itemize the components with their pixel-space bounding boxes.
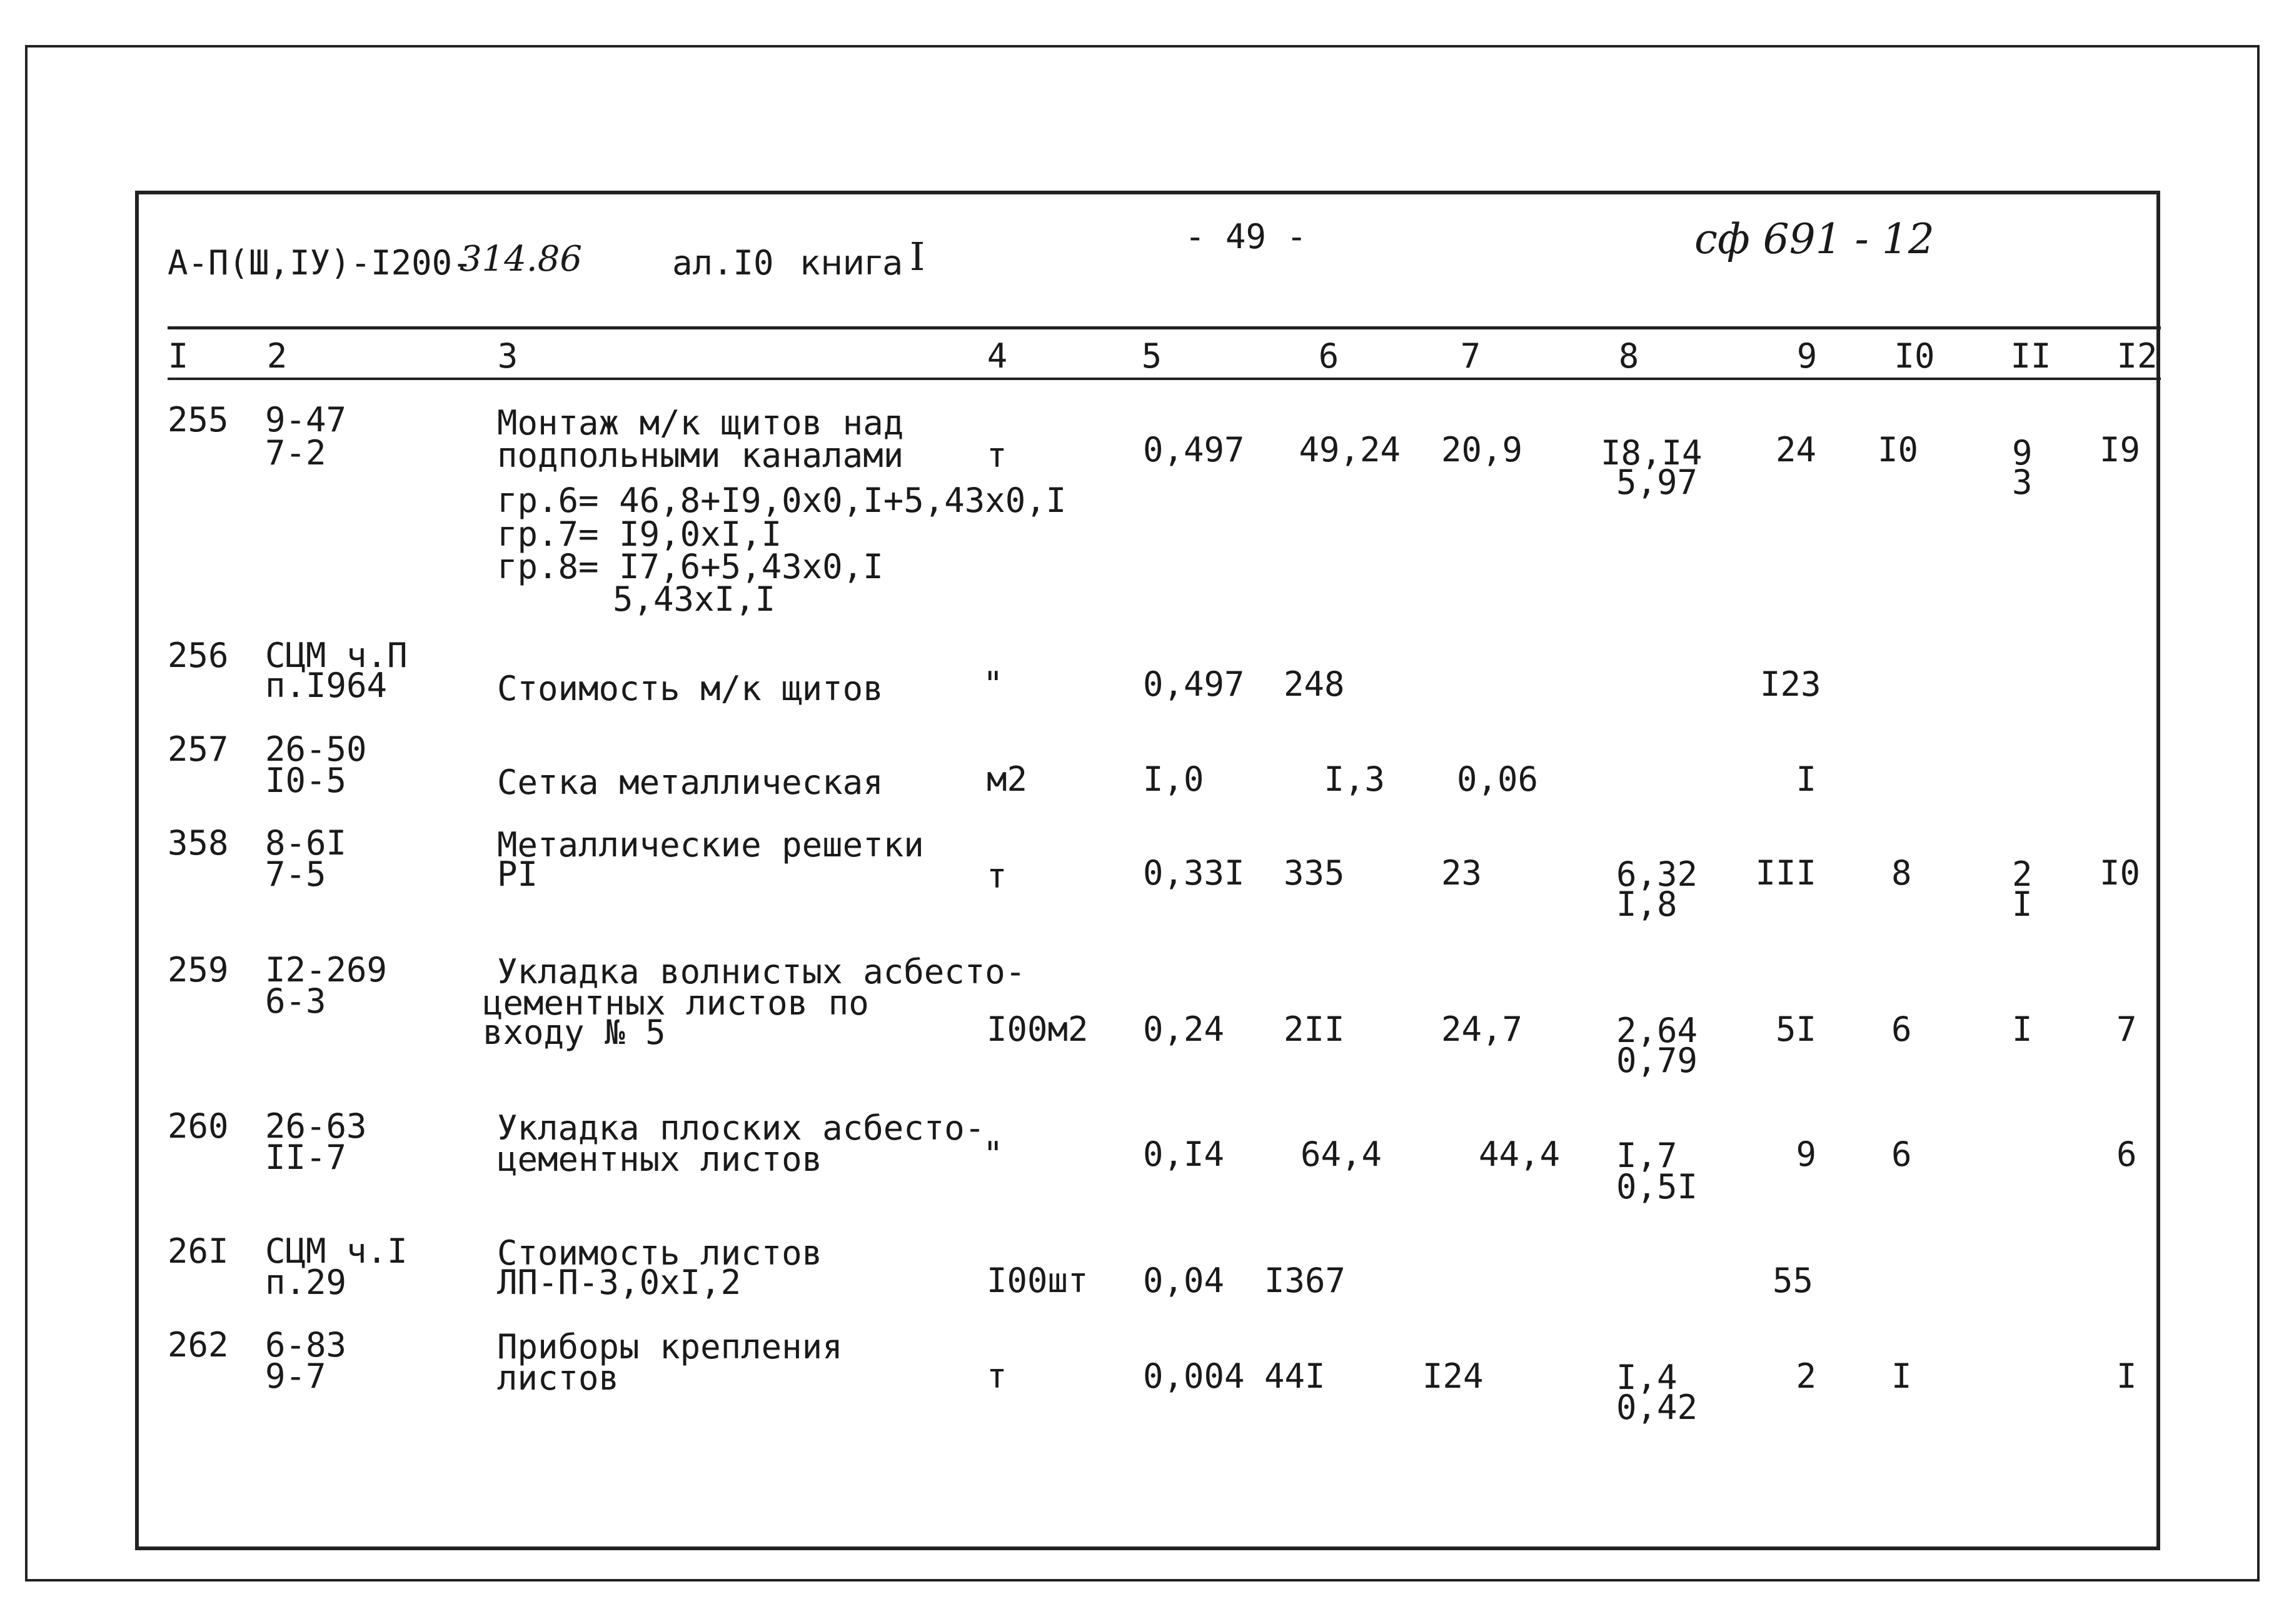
col8-value: 0,79 [1616, 1041, 1698, 1080]
norm-code: 9-7 [265, 1356, 326, 1396]
row-number: 256 [168, 636, 229, 675]
unit: м2 [987, 759, 1028, 799]
col7-value: 44,4 [1479, 1135, 1561, 1174]
col8-value: 6,32 [1616, 855, 1698, 894]
col8-value: I,4 [1616, 1358, 1678, 1397]
col5-value: I,0 [1143, 759, 1204, 799]
col9-value: 2 [1796, 1356, 1816, 1396]
formula-line: гр.8= I7,6+5,43x0,I [497, 547, 883, 586]
row-number: 259 [168, 950, 229, 990]
document-code: А-П(Ш,IУ)-I200- [168, 243, 473, 283]
work-name: Стоимость листов [497, 1233, 823, 1273]
col5-value: 0,004 [1143, 1356, 1245, 1396]
col8-value: 0,5I [1616, 1167, 1698, 1206]
col-header-3: 3 [497, 336, 518, 376]
work-name: цементных листов [497, 1140, 823, 1179]
work-name: входу № 5 [483, 1013, 666, 1052]
col5-value: 0,33I [1143, 853, 1245, 893]
col11-value: 2 [2012, 855, 2033, 894]
col-header-8: 8 [1618, 336, 1639, 376]
book-number: I [910, 234, 925, 279]
col12-value: I9 [2100, 430, 2141, 469]
col-header-11: II [2010, 336, 2051, 376]
norm-code: СЦМ ч.П [265, 636, 408, 675]
col-header-5: 5 [1141, 336, 1162, 376]
col-header-6: 6 [1318, 336, 1339, 376]
col11-value: I [2012, 1010, 2033, 1049]
norm-code: 26-63 [265, 1106, 367, 1146]
norm-code: 6-83 [265, 1325, 347, 1365]
page-number: - 49 - [1185, 217, 1307, 256]
norm-code: 8-6I [265, 823, 347, 863]
col6-value: 44I [1264, 1356, 1326, 1396]
col6-value: 248 [1284, 664, 1345, 704]
col12-value: I [2116, 1356, 2137, 1396]
col-header-12: I2 [2116, 336, 2158, 376]
row-number: 255 [168, 400, 229, 439]
row-number: 257 [168, 729, 229, 769]
col9-value: 55 [1773, 1261, 1814, 1300]
norm-code: СЦМ ч.I [265, 1231, 408, 1271]
col9-value: 9 [1796, 1135, 1816, 1174]
work-name: цементных листов по [483, 983, 869, 1023]
norm-code: п.29 [265, 1263, 347, 1302]
col6-value: 49,24 [1299, 430, 1401, 469]
col10-value: 8 [1891, 853, 1912, 893]
row-number: 260 [168, 1106, 229, 1146]
work-name: листов [497, 1358, 620, 1398]
unit: т [987, 856, 1007, 896]
document-code-handwritten: 314.86 [460, 239, 582, 279]
col7-value: 24,7 [1441, 1010, 1523, 1049]
row-number: 358 [168, 823, 229, 863]
col6-value: 64,4 [1300, 1135, 1382, 1174]
formula-line: гр.7= I9,0xI,I [497, 514, 782, 554]
col6-value: 335 [1284, 853, 1345, 893]
col5-value: 0,I4 [1143, 1135, 1225, 1174]
col11-value: I [2012, 885, 2033, 924]
work-name: ЛП-П-3,0xI,2 [497, 1263, 742, 1302]
work-name: PI [497, 855, 538, 894]
formula-line: гр.6= 46,8+I9,0x0,I+5,43x0,I [497, 481, 1067, 520]
col5-value: 0,497 [1143, 664, 1245, 704]
col9-value: 5I [1775, 1010, 1816, 1049]
norm-code: 6-3 [265, 981, 326, 1021]
col6-value: I,3 [1324, 759, 1385, 799]
col5-value: 0,497 [1143, 430, 1245, 469]
unit: т [987, 1356, 1007, 1396]
norm-code: п.I964 [265, 666, 388, 705]
work-name: Монтаж м/к щитов над [497, 403, 904, 443]
work-name: Укладка плоских асбесто- [497, 1108, 985, 1148]
norm-code: 7-2 [265, 433, 326, 473]
col6-value: 2II [1284, 1010, 1345, 1049]
work-name: Укладка волнистых асбесто- [497, 952, 1026, 991]
unit: " [983, 664, 1004, 704]
col10-value: 6 [1891, 1135, 1912, 1174]
col11-value: 9 [2012, 433, 2033, 473]
book-word: книга [800, 243, 903, 283]
col9-value: I [1796, 759, 1816, 799]
col11-value: 3 [2012, 463, 2033, 502]
norm-code: 7-5 [265, 855, 326, 894]
col10-value: 6 [1891, 1010, 1912, 1049]
col7-value: 0,06 [1457, 759, 1539, 799]
col10-value: I [1891, 1356, 1912, 1396]
work-name: Металлические решетки [497, 825, 924, 865]
norm-code: 9-47 [265, 400, 347, 439]
col5-value: 0,04 [1143, 1261, 1225, 1300]
header-bottom-rule [168, 378, 2161, 380]
col-header-1: I [168, 336, 189, 376]
col-header-4: 4 [987, 336, 1008, 376]
col8-value: 5,97 [1616, 463, 1698, 502]
col10-value: I0 [1878, 430, 1919, 469]
col12-value: I0 [2100, 853, 2141, 893]
col-header-2: 2 [266, 336, 288, 376]
col9-value: III [1755, 853, 1816, 893]
col-header-7: 7 [1460, 336, 1481, 376]
handwritten-stamp: сф 691 - 12 [1694, 215, 1934, 263]
work-name: Сетка металлическая [497, 763, 883, 802]
col7-value: 23 [1441, 853, 1482, 893]
norm-code: I0-5 [265, 761, 347, 800]
col8-value: 2,64 [1616, 1011, 1698, 1050]
col8-value: I,8 [1616, 885, 1678, 924]
unit: I00шт [987, 1261, 1089, 1300]
header-top-rule [168, 326, 2161, 329]
col5-value: 0,24 [1143, 1010, 1225, 1049]
norm-code: II-7 [265, 1138, 347, 1177]
work-name: Приборы крепления [497, 1327, 843, 1366]
col12-value: 6 [2116, 1135, 2137, 1174]
formula-line: 5,43xI,I [613, 579, 776, 619]
col12-value: 7 [2116, 1010, 2137, 1049]
col7-value: I24 [1422, 1356, 1484, 1396]
norm-code: 26-50 [265, 729, 367, 769]
col8-value: 0,42 [1616, 1388, 1698, 1427]
col8-value: I8,I4 [1601, 433, 1703, 473]
unit: т [987, 436, 1007, 475]
col8-value: I,7 [1616, 1136, 1678, 1175]
row-number: 26I [168, 1231, 229, 1271]
col6-value: I367 [1264, 1261, 1346, 1300]
unit: I00м2 [987, 1010, 1089, 1049]
col9-value: I23 [1760, 664, 1821, 704]
album-label: ал.I0 [672, 243, 774, 283]
col9-value: 24 [1775, 430, 1816, 469]
norm-code: I2-269 [265, 950, 388, 990]
unit: " [983, 1135, 1004, 1174]
work-name: подпольными каналами [497, 436, 904, 475]
col-header-10: I0 [1894, 336, 1935, 376]
col7-value: 20,9 [1441, 430, 1523, 469]
row-number: 262 [168, 1325, 229, 1365]
work-name: Стоимость м/к щитов [497, 669, 883, 708]
col-header-9: 9 [1796, 336, 1818, 376]
